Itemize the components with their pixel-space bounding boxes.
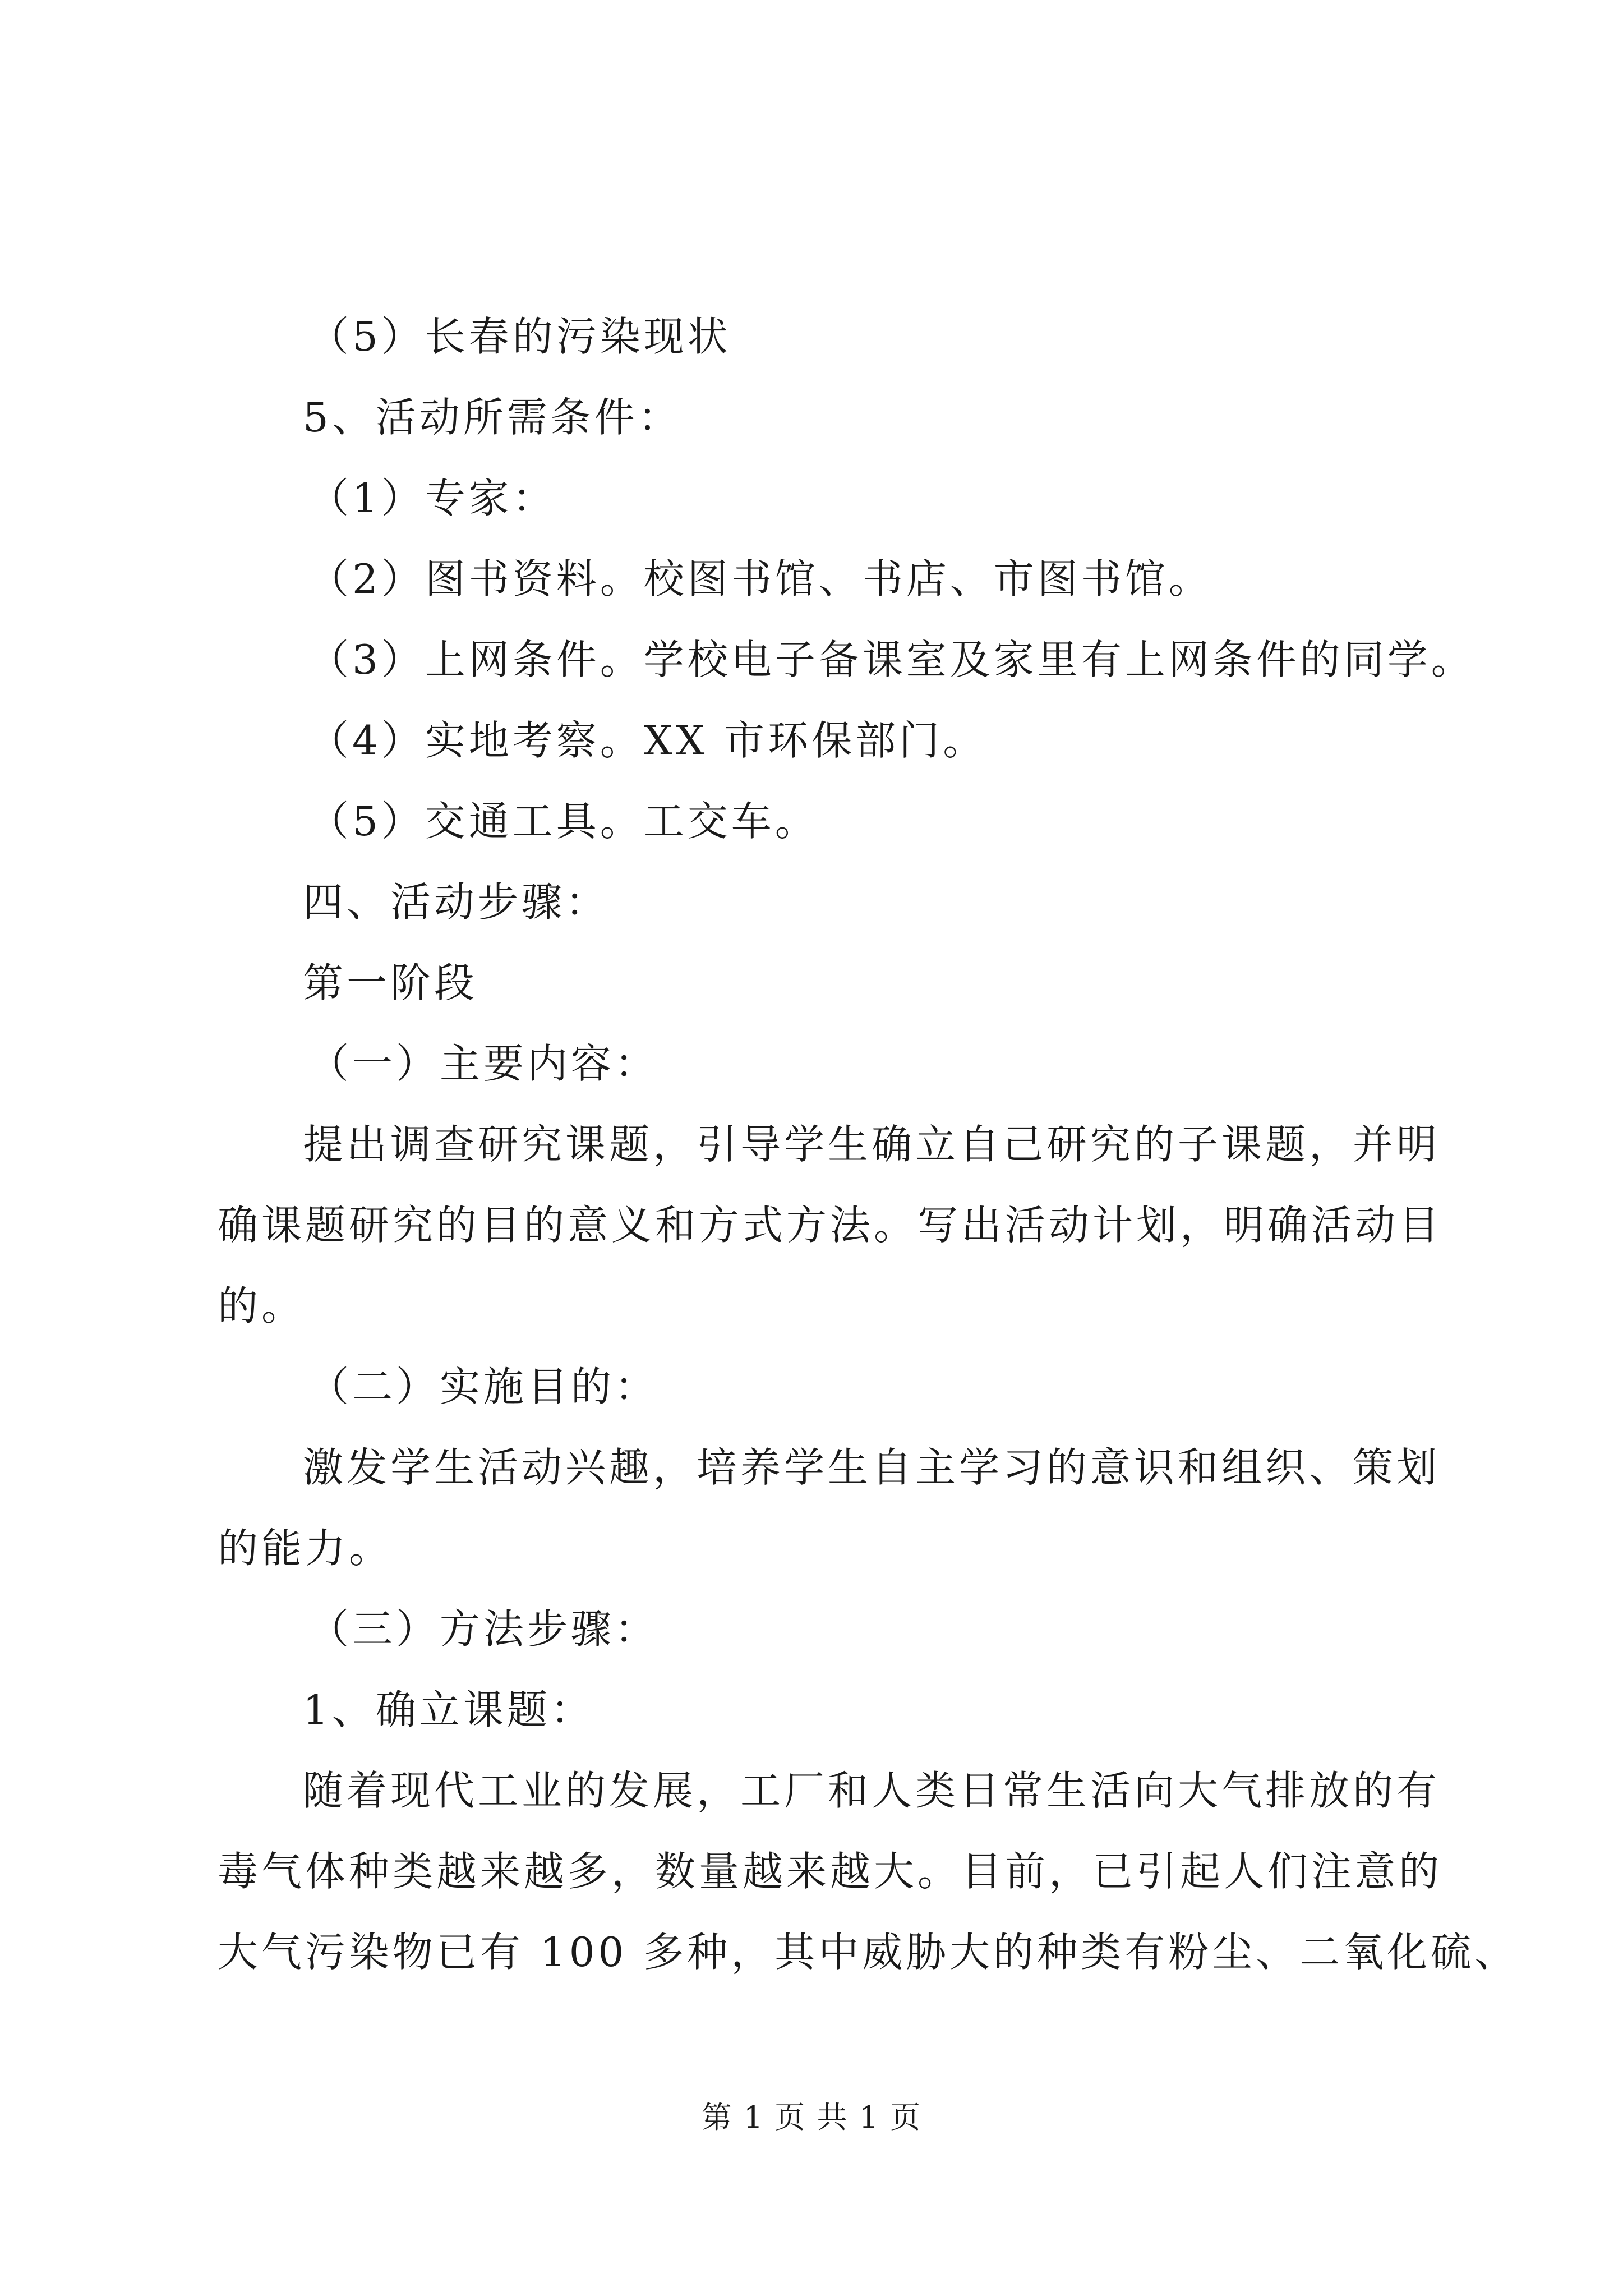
list-item: （5）长春的污染现状 bbox=[308, 313, 731, 360]
subsection-heading: （二）实施目的： bbox=[308, 1363, 659, 1410]
subsection-heading: （一）主要内容： bbox=[308, 1040, 659, 1087]
list-item: （2）图书资料。校图书馆、书店、市图书馆。 bbox=[308, 555, 1212, 602]
list-item: （5）交通工具。工交车。 bbox=[308, 798, 819, 845]
section-heading: 5、活动所需条件： bbox=[303, 394, 682, 441]
list-item: 1、确立课题： bbox=[303, 1686, 594, 1733]
paragraph-line: 的。 bbox=[218, 1282, 306, 1329]
paragraph-line: 提出调查研究课题，引导学生确立自己研究的子课题，并明 bbox=[303, 1121, 1441, 1168]
stage-heading: 第一阶段 bbox=[303, 959, 478, 1006]
paragraph-line: 随着现代工业的发展，工厂和人类日常生活向大气排放的有 bbox=[303, 1767, 1441, 1814]
list-item: （1）专家： bbox=[308, 475, 556, 522]
paragraph-line: 的能力。 bbox=[218, 1525, 393, 1572]
list-item: （3）上网条件。学校电子备课室及家里有上网条件的同学。 bbox=[308, 636, 1475, 683]
paragraph-line: 毒气体种类越来越多，数量越来越大。目前，已引起人们注意的 bbox=[218, 1848, 1443, 1895]
paragraph-line: 激发学生活动兴趣，培养学生自主学习的意识和组织、策划 bbox=[303, 1444, 1441, 1491]
paragraph-line: 大气污染物已有 100 多种，其中威胁大的种类有粉尘、二氧化硫、 bbox=[218, 1929, 1519, 1976]
subsection-heading: （三）方法步骤： bbox=[308, 1605, 659, 1653]
page-number: 第 1 页 共 1 页 bbox=[701, 2100, 922, 2135]
list-item: （4）实地考察。XX 市环保部门。 bbox=[308, 717, 987, 764]
paragraph-line: 确课题研究的目的意义和方式方法。写出活动计划，明确活动目 bbox=[218, 1202, 1443, 1249]
section-heading: 四、活动步骤： bbox=[303, 878, 610, 926]
